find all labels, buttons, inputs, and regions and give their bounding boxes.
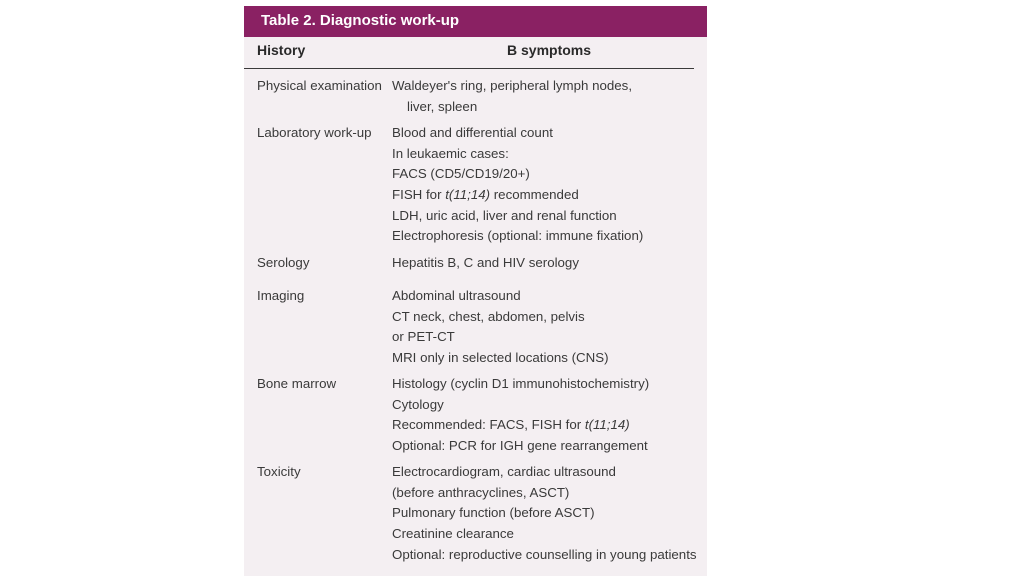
row-line: liver, spleen <box>407 99 478 114</box>
row-line: In leukaemic cases: <box>392 146 509 161</box>
row-line: Electrocardiogram, cardiac ultrasound <box>392 464 616 479</box>
row-line: LDH, uric acid, liver and renal function <box>392 208 617 223</box>
column-header-b-symptoms: B symptoms <box>507 42 592 58</box>
document-page <box>244 6 707 576</box>
row-label: Physical examination <box>257 78 382 93</box>
table-title: Table 2. Diagnostic work-up <box>261 12 460 29</box>
row-line: Creatinine clearance <box>392 526 514 541</box>
row-line: (before anthracyclines, ASCT) <box>392 485 570 500</box>
row-line: Pulmonary function (before ASCT) <box>392 505 595 520</box>
row-line: Optional: PCR for IGH gene rearrangement <box>392 438 648 453</box>
row-line: or PET-CT <box>392 329 455 344</box>
row-line: FACS (CD5/CD19/20+) <box>392 166 530 181</box>
row-label: Toxicity <box>257 464 301 479</box>
row-line: Cytology <box>392 397 444 412</box>
row-line: Optional: reproductive counselling in young patients <box>392 547 697 562</box>
row-line: CT neck, chest, abdomen, pelvis <box>392 309 585 324</box>
row-line: FISH for t(11;14) recommended <box>392 187 579 202</box>
row-line: Histology (cyclin D1 immunohistochemistry) <box>392 376 650 391</box>
row-line: Abdominal ultrasound <box>392 288 521 303</box>
table-title-bar <box>244 6 707 37</box>
header-rule <box>244 68 694 69</box>
row-line: Blood and differential count <box>392 125 553 140</box>
row-line: Hepatitis B, C and HIV serology <box>392 255 579 270</box>
row-line: Recommended: FACS, FISH for t(11;14) <box>392 417 630 432</box>
row-label: Imaging <box>257 288 305 303</box>
row-line: Waldeyer's ring, peripheral lymph nodes, <box>392 78 633 93</box>
row-label: Serology <box>257 255 310 270</box>
row-label: Bone marrow <box>257 376 337 391</box>
row-line: MRI only in selected locations (CNS) <box>392 350 609 365</box>
row-label: Laboratory work-up <box>257 125 372 140</box>
column-header-history: History <box>257 42 306 58</box>
row-line: Electrophoresis (optional: immune fixation) <box>392 228 644 243</box>
